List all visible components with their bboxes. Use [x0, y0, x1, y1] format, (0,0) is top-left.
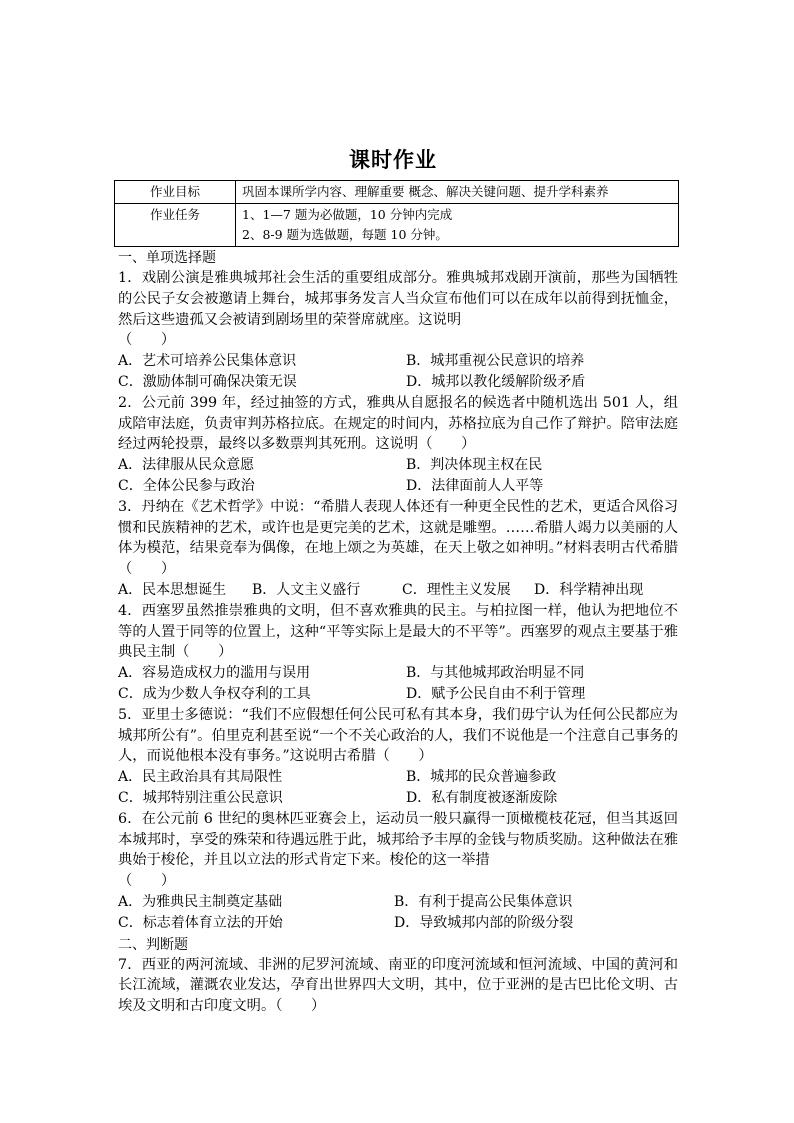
question-1-options: [118, 351, 678, 393]
task-label: 作业任务: [115, 204, 236, 247]
option-d: D．法律面前人人平等: [406, 477, 544, 494]
option-c: C．城邦特别注重公民意识: [118, 789, 283, 806]
section-heading-judgment: 二、判断题: [118, 936, 188, 953]
question-7: 7．西亚的两河流域、非洲的尼罗河流域、南亚的印度河流域和恒河流域、中国的黄河和长江流域，灌溉农业发达，孕育出世界四大文明，其中，位于亚洲的是古巴比伦文明、古埃及文明和古印度文明。（ ）: [118, 956, 678, 1015]
option-a: A．容易造成权力的滥用与误用: [118, 665, 311, 682]
goal-label: 作业目标: [115, 181, 236, 204]
option-c: C．标志着体育立法的开始: [118, 914, 283, 931]
worksheet-page: [118, 140, 678, 1017]
option-b: B．判决体现主权在民: [406, 457, 543, 474]
option-c: C．成为少数人争权夺利的工具: [118, 685, 311, 702]
option-a: A．艺术可培养公民集体意识: [118, 353, 297, 370]
page-title: 课时作业: [349, 147, 437, 172]
question-6-options: [118, 892, 678, 934]
option-b: B．与其他城邦政治明显不同: [406, 665, 585, 682]
question-2-options: [118, 455, 678, 497]
task-line-1: 1、1—7 题为必做题，10 分钟内完成: [242, 207, 453, 222]
question-3: 3．丹纳在《艺术哲学》中说：“希腊人表现人体还有一种更全民性的艺术，更适合风俗习惯和民族精神的艺术，或许也是更完美的艺术，这就是雕塑。……希腊人竭力以美丽的人体为模范，结果竞奉为偶像，在地上颂之为英雄，在天上敬之如神明。”材料表明古代希腊（ ）: [118, 498, 678, 578]
option-d: D．私有制度被逐渐废除: [406, 789, 558, 806]
option-c: C．全体公民参与政治: [118, 477, 255, 494]
option-a: A．民本思想诞生: [118, 581, 227, 598]
question-6: [118, 809, 678, 892]
question-2: 2．公元前 399 年，经过抽签的方式，雅典从自愿报名的候选者中随机选出 501 人，组成陪审法庭，负责审判苏格拉底。在规定的时间内，苏格拉底为自己作了辩护。陪审法庭经过两轮投票，最终以多数票判其死刑。这说明（ ）: [118, 394, 678, 453]
section-heading-choice: 一、单项选择题: [118, 250, 216, 266]
task-line-2: 2、8-9 题为选做题，每题 10 分钟。: [242, 227, 448, 242]
option-d: D．科学精神出现: [534, 581, 644, 598]
option-b: B．城邦重视公民意识的培养: [406, 353, 585, 370]
option-d: D．城邦以教化缓解阶级矛盾: [406, 373, 586, 390]
question-1-text: 1．戏剧公演是雅典城邦社会生活的重要组成部分。雅典城邦戏剧开演前，那些为国牺牲的公民子女会被邀请上舞台，城邦事务发言人当众宣布他们可以在成年以前得到抚恤金，然后这些遗孤又会被请到剧场里的荣誉席就座。这说明: [118, 270, 678, 328]
question-5: 5．亚里士多德说：“我们不应假想任何公民可私有其本身，我们毋宁认为任何公民都应为城邦所公有”。伯里克利甚至说“一个不关心政治的人，我们不说他是一个注意自己事务的人，而说他根本没有事务。”这说明古希腊（ ）: [118, 706, 678, 765]
task-text: [236, 204, 679, 247]
option-c: C．理性主义发展: [402, 581, 511, 598]
question-6-text: 6．在公元前 6 世纪的奥林匹亚赛会上，运动员一般只赢得一顶橄榄枝花冠，但当其返回本城邦时，享受的殊荣和待遇远胜于此，城邦给予丰厚的金钱与物质奖励。这种做法在雅典始于梭伦，并且以立法的形式肯定下来。梭伦的这一举措: [118, 810, 678, 869]
option-d: D．导致城邦内部的阶级分裂: [394, 914, 574, 931]
goal-text: 巩固本课所学内容、理解重要 概念、解决关键问题、提升学科素养: [236, 181, 679, 204]
assignment-info-table: [114, 180, 679, 247]
option-b: B．有利于提高公民集体意识: [394, 893, 573, 910]
question-1-paren: （ ）: [118, 332, 176, 349]
question-5-options: [118, 767, 678, 809]
question-6-paren: （ ）: [118, 873, 176, 890]
option-d: D．赋予公民自由不利于管理: [406, 685, 586, 702]
task-row: [115, 204, 679, 247]
option-a: A．为雅典民主制奠定基础: [118, 893, 283, 910]
question-4-options: [118, 663, 678, 705]
goal-row: [115, 181, 679, 204]
question-3-options: [118, 580, 678, 601]
option-a: A．法律服从民众意愿: [118, 457, 255, 474]
question-4: 4．西塞罗虽然推崇雅典的文明，但不喜欢雅典的民主。与柏拉图一样，他认为把地位不等的人置于同等的位置上，这种“平等实际上是最大的不平等”。西塞罗的观点主要基于雅典民主制（ ）: [118, 602, 678, 661]
option-a: A．民主政治具有其局限性: [118, 769, 283, 786]
option-c: C．激励体制可确保决策无误: [118, 373, 297, 390]
option-b: B．城邦的民众普遍参政: [406, 769, 557, 786]
option-b: B．人文主义盛行: [252, 581, 361, 598]
question-1: [118, 268, 678, 351]
